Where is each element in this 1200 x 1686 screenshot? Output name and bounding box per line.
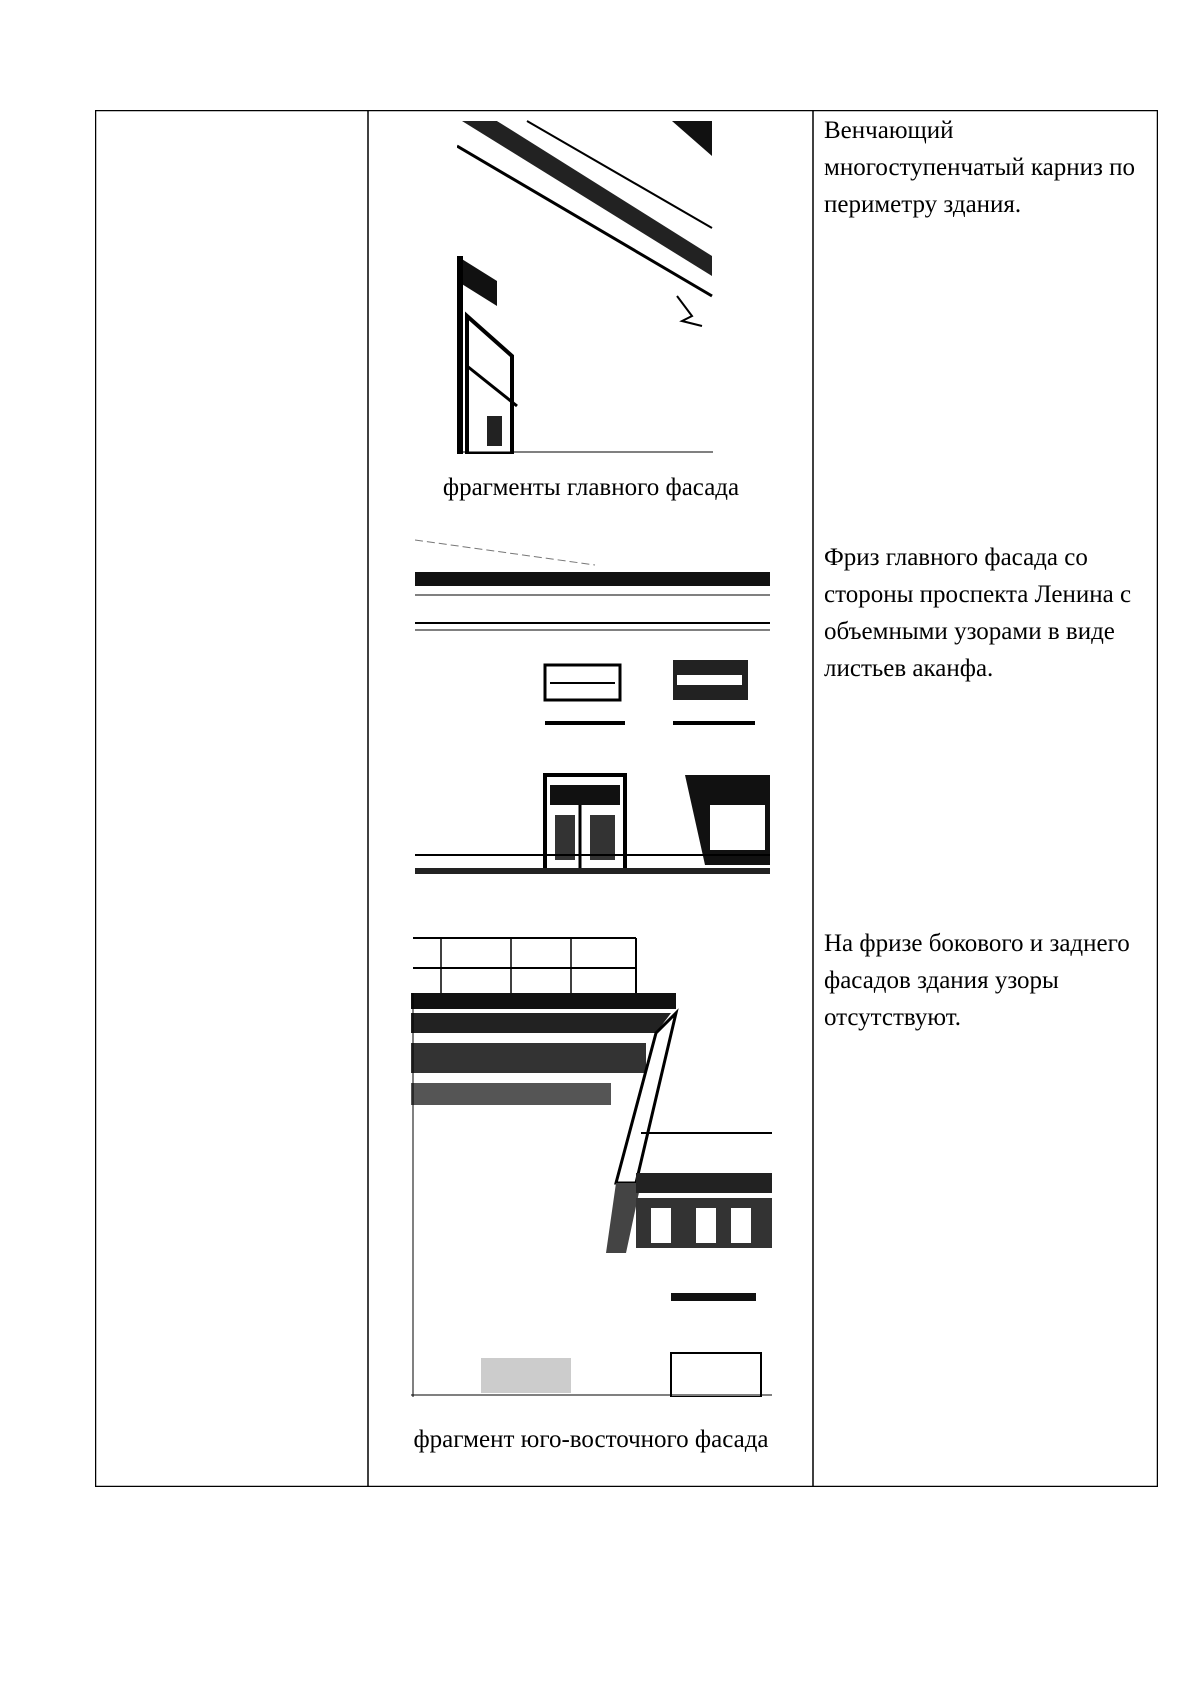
cornice-photo: [457, 116, 713, 454]
frieze-photo: [415, 535, 770, 877]
row-1-description: Венчающий многоступенчатый карниз по периметру здания.: [824, 117, 1135, 218]
document-table: [95, 110, 1158, 1487]
southeast-facade-photo: [411, 933, 772, 1397]
row-2-description: Фриз главного фасада со стороны проспекта Ленина с объемными узорами в виде листьев аканфа.: [824, 544, 1132, 682]
row-3-caption: фрагмент юго-восточного фасада: [413, 1426, 769, 1453]
row-2-caption: фрагменты главного фасада: [442, 474, 740, 501]
row-3-description: На фризе бокового и заднего фасадов здания узоры отсутствуют.: [824, 930, 1130, 1031]
